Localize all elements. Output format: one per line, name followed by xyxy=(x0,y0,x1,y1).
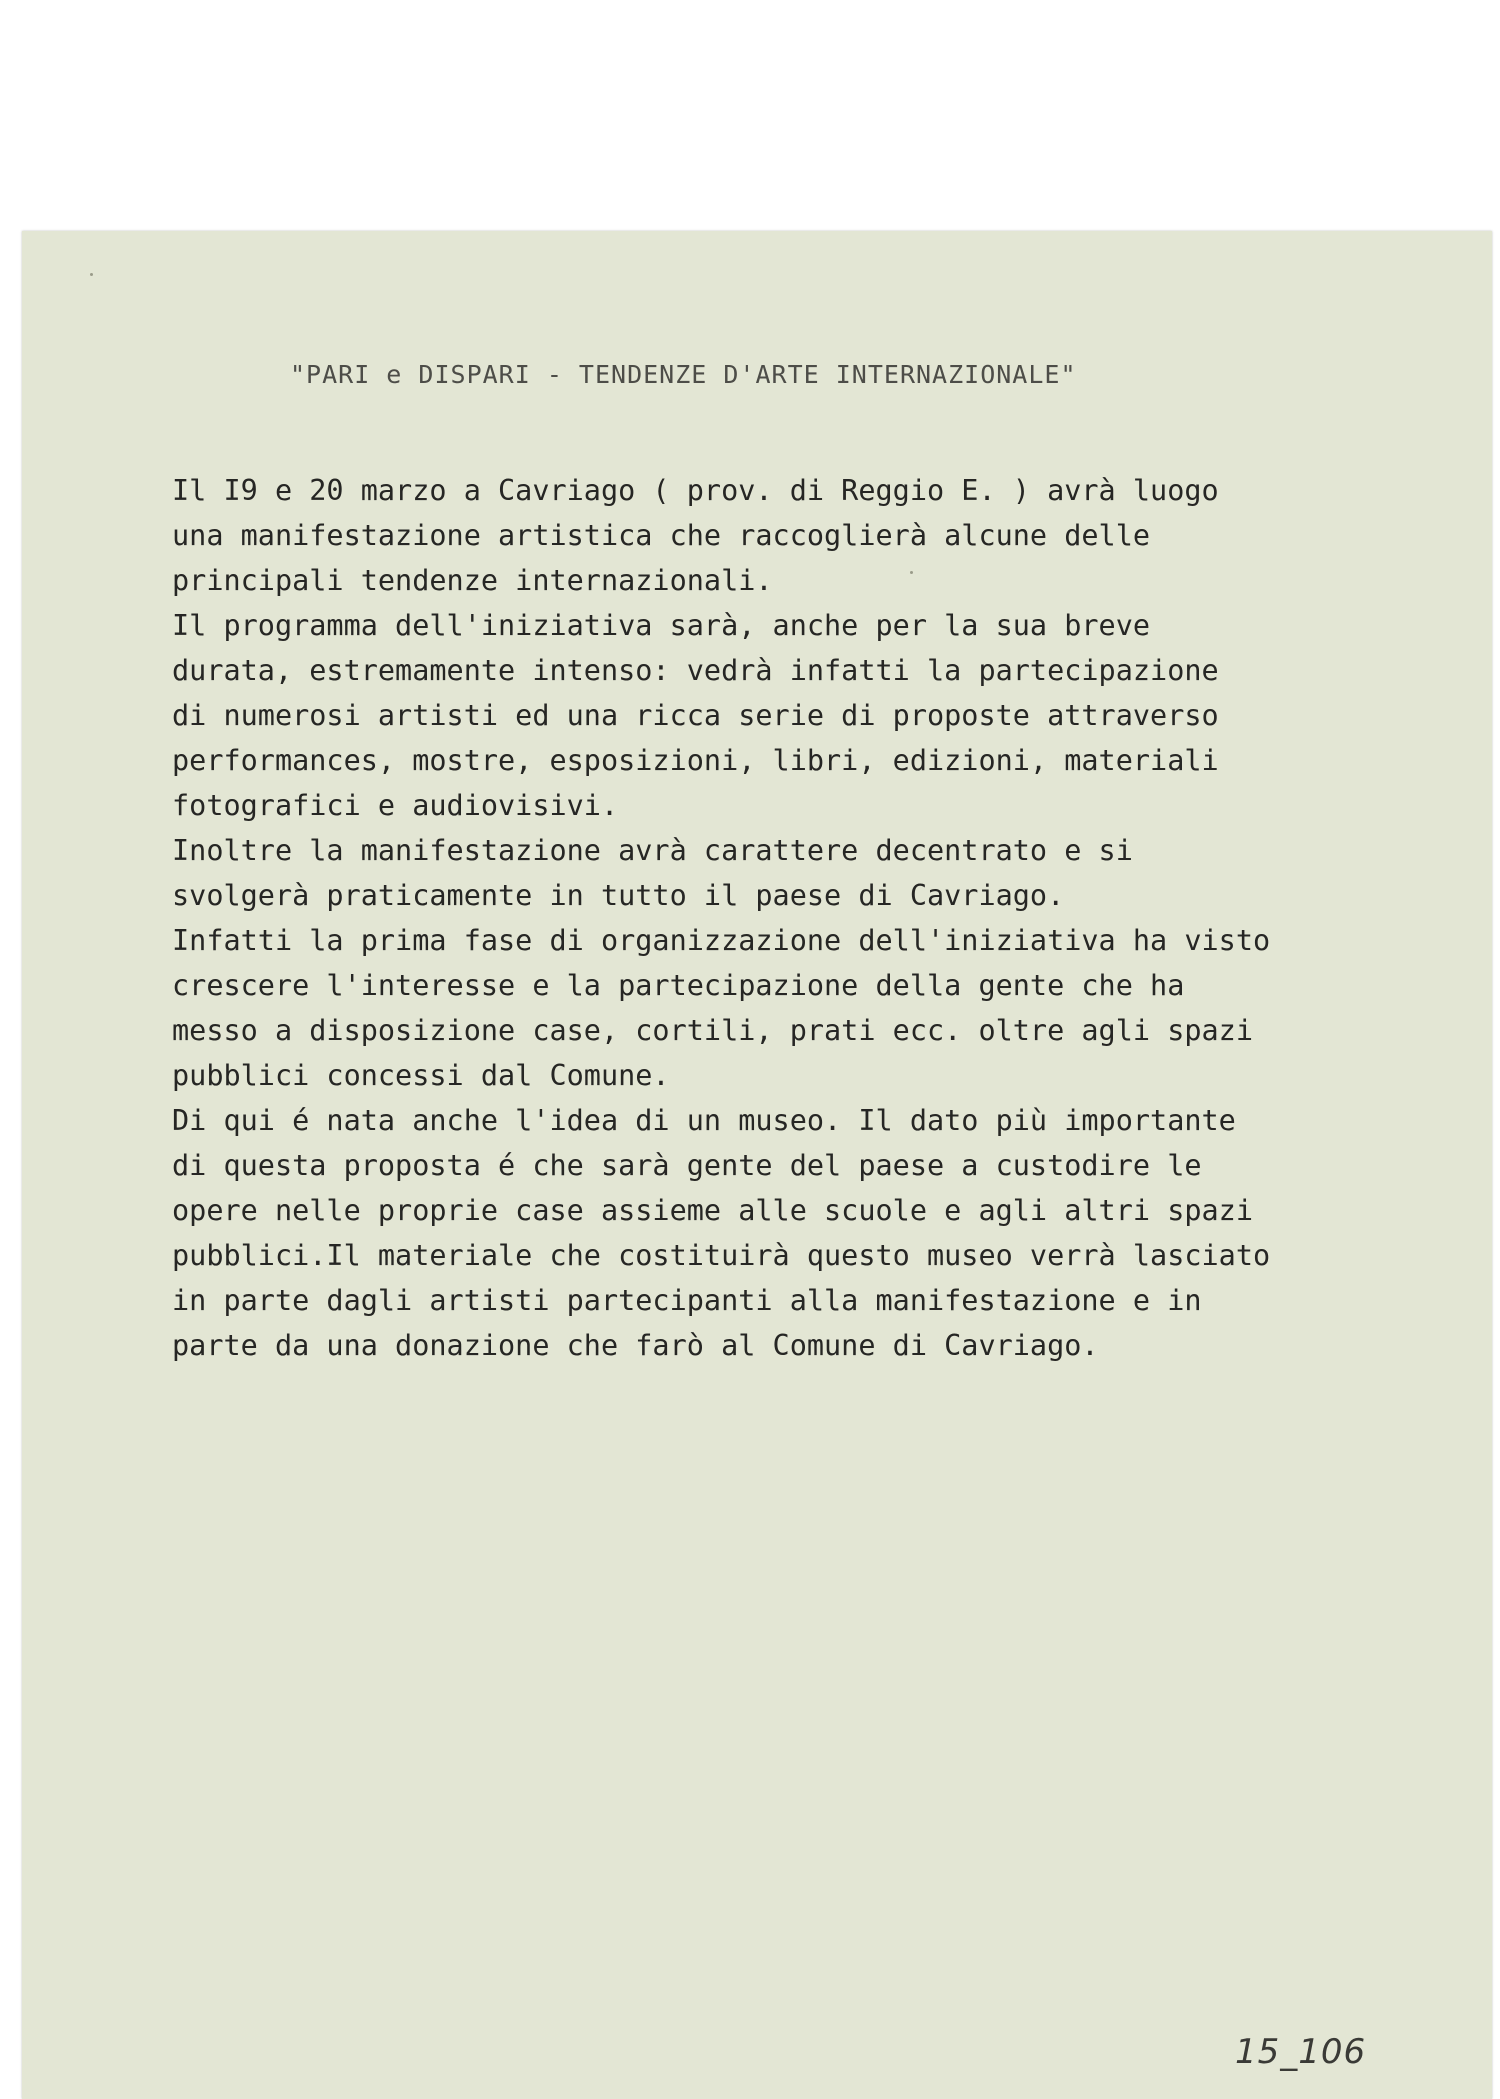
text-line: opere nelle proprie case assieme alle scuole e agli altri spazi xyxy=(172,1194,1253,1227)
text-line: Infatti la prima fase di organizzazione dell'iniziativa ha visto xyxy=(172,924,1271,957)
text-line: svolgerà praticamente in tutto il paese di Cavriago. xyxy=(172,879,1065,912)
text-line: pubblici.Il materiale che costituirà questo museo verrà lasciato xyxy=(172,1239,1271,1272)
document-body xyxy=(172,468,1372,1368)
text-line: una manifestazione artistica che raccoglierà alcune delle xyxy=(172,519,1151,552)
text-line: pubblici concessi dal Comune. xyxy=(172,1059,670,1092)
text-line: messo a disposizione case, cortili, prati ecc. oltre agli spazi xyxy=(172,1014,1253,1047)
text-line: principali tendenze internazionali. xyxy=(172,564,773,597)
text-line: crescere l'interesse e la partecipazione della gente che ha xyxy=(172,969,1185,1002)
text-line: durata, estremamente intenso: vedrà infatti la partecipazione xyxy=(172,654,1219,687)
text-line: Il programma dell'iniziativa sarà, anche per la sua breve xyxy=(172,609,1151,642)
text-line: fotografici e audiovisivi. xyxy=(172,789,619,822)
text-line: di questa proposta é che sarà gente del paese a custodire le xyxy=(172,1149,1202,1182)
text-line: performances, mostre, esposizioni, libri, edizioni, materiali xyxy=(172,744,1219,777)
document-title: "PARI e DISPARI - TENDENZE D'ARTE INTERNAZIONALE" xyxy=(290,360,1077,389)
text-line: parte da una donazione che farò al Comune di Cavriago. xyxy=(172,1329,1099,1362)
paper-speck xyxy=(90,273,93,276)
text-line: in parte dagli artisti partecipanti alla manifestazione e in xyxy=(172,1284,1202,1317)
text-line: di numerosi artisti ed una ricca serie di proposte attraverso xyxy=(172,699,1219,732)
text-line: Di qui é nata anche l'idea di un museo. Il dato più importante xyxy=(172,1104,1236,1137)
text-line: Inoltre la manifestazione avrà carattere decentrato e si xyxy=(172,834,1133,867)
archive-number: 15_106 xyxy=(1235,2032,1367,2072)
text-line: Il I9 e 20 marzo a Cavriago ( prov. di Reggio E. ) avrà luogo xyxy=(172,474,1219,507)
